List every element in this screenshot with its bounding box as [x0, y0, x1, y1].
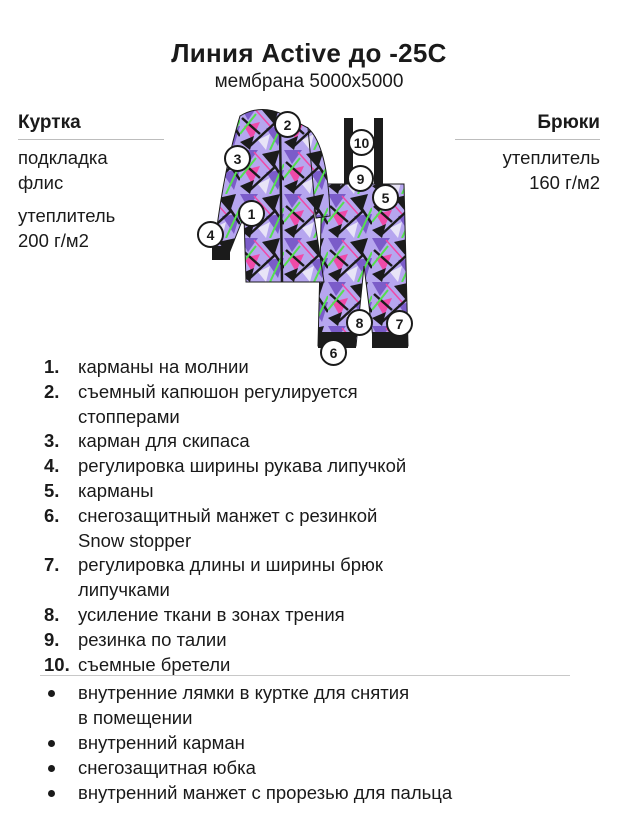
feature-number: 10. [44, 653, 70, 675]
callout-marker-1: 1 [238, 200, 265, 227]
extra-feature-text: внутренний карман [78, 732, 245, 753]
feature-number: 3. [44, 430, 60, 452]
page-title: Линия Active до -25С [171, 38, 447, 68]
callout-marker-9: 9 [347, 165, 374, 192]
list-divider [40, 675, 570, 676]
pants-heading: Брюки [537, 112, 600, 133]
pants-insulation-line-1: утеплитель [502, 147, 600, 168]
feature-text: карман для скипаса [78, 430, 250, 452]
feature-text: снегозащитный манжет с резинкой [78, 504, 378, 526]
feature-text: карманы на молнии [78, 356, 249, 377]
pants-divider [455, 139, 600, 140]
callout-marker-7: 7 [386, 310, 413, 337]
feature-text: Snow stopper [78, 529, 192, 551]
callout-marker-10: 10 [348, 129, 375, 156]
feature-text: карманы [78, 480, 154, 501]
feature-text: липучками [78, 579, 170, 601]
callout-marker-6: 6 [320, 339, 347, 366]
extra-feature-text: в помещении [78, 707, 193, 728]
feature-text: усиление ткани в зонах трения [78, 604, 345, 625]
feature-text: регулировка длины и ширины брюк [78, 554, 383, 576]
jacket-divider [18, 139, 164, 140]
callout-marker-4: 4 [197, 221, 224, 248]
extra-feature-text: снегозащитная юбка [78, 757, 256, 778]
feature-number: 8. [44, 604, 60, 625]
bullet-icon [48, 690, 55, 697]
jacket-insulation-line-2: 200 г/м2 [18, 230, 89, 251]
feature-number: 2. [44, 380, 60, 402]
feature-text: съемный капюшон регулируется [78, 380, 358, 402]
pants-insulation-line-2: 160 г/м2 [529, 172, 600, 193]
feature-text: стопперами [78, 405, 180, 427]
callout-marker-5: 5 [372, 184, 399, 211]
feature-number: 1. [44, 356, 60, 377]
callout-marker-3: 3 [224, 145, 251, 172]
feature-text: резинка по талии [78, 628, 227, 650]
jacket-heading: Куртка [18, 112, 81, 133]
bullet-icon [48, 765, 55, 772]
callout-marker-8: 8 [346, 309, 373, 336]
jacket-lining-line-2: флис [18, 172, 64, 193]
feature-text: съемные бретели [78, 653, 231, 675]
extra-feature-text: внутренние лямки в куртке для снятия [78, 682, 410, 703]
feature-text: регулировка ширины рукава липучкой [78, 455, 407, 477]
feature-number: 6. [44, 504, 60, 526]
callout-marker-2: 2 [274, 111, 301, 138]
page-subtitle: мембрана 5000х5000 [214, 71, 404, 92]
feature-number: 7. [44, 554, 60, 576]
jacket-lining-line-1: подкладка [18, 147, 108, 168]
feature-number: 4. [44, 455, 60, 477]
bullet-icon [48, 790, 55, 797]
feature-number: 9. [44, 628, 60, 650]
feature-number: 5. [44, 480, 60, 501]
jacket-insulation-line-1: утеплитель [18, 205, 116, 226]
extra-feature-text: внутренний манжет с прорезью для пальца [78, 782, 453, 803]
bullet-icon [48, 740, 55, 747]
